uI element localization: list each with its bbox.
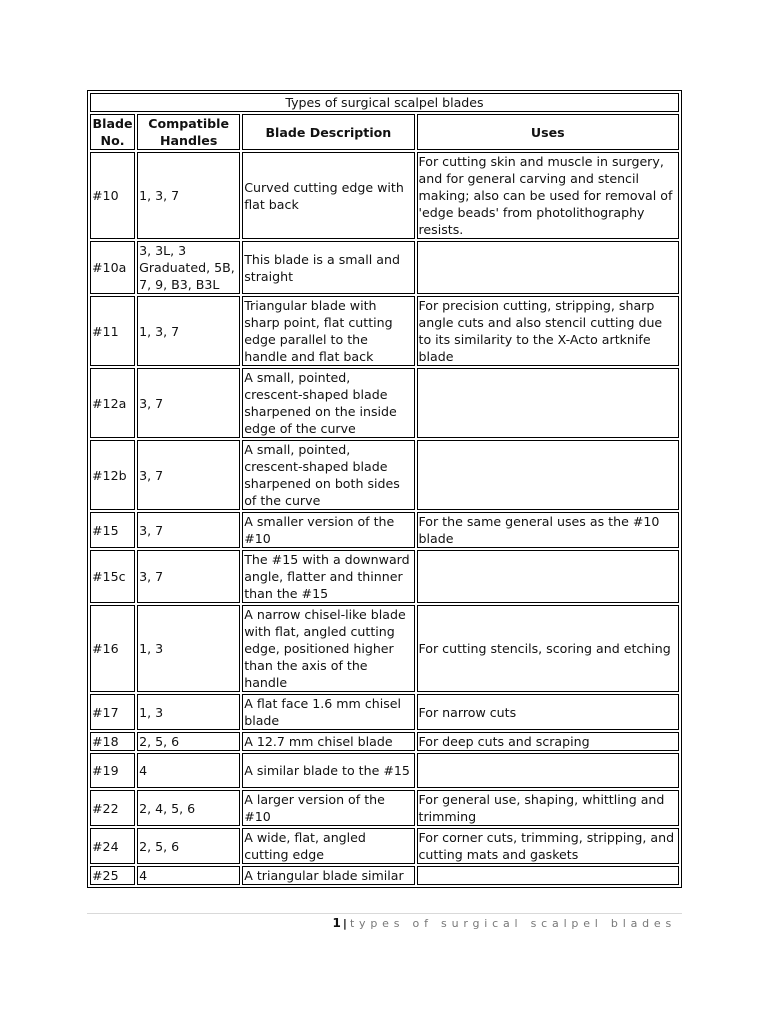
uses-cell: For precision cutting, stripping, sharp angle cuts and also stencil cutting due to its similarity to the X-Acto artknife blade (417, 296, 680, 366)
header-compatible-handles: Compatible Handles (137, 114, 240, 150)
table-title: Types of surgical scalpel blades (90, 93, 679, 112)
table-row (90, 753, 679, 788)
table-title-row (90, 93, 679, 112)
page-footer (333, 916, 676, 930)
handles-cell: 4 (137, 866, 240, 885)
uses-cell: For general use, shaping, whittling and trimming (417, 790, 680, 826)
table-row (90, 550, 679, 603)
uses-cell (417, 368, 680, 438)
handles-cell: 3, 7 (137, 512, 240, 548)
table-header-row (90, 114, 679, 150)
table-row (90, 296, 679, 366)
description-cell: This blade is a small and straight (242, 241, 414, 294)
uses-cell: For cutting skin and muscle in surgery, and for general carving and stencil making; also can be used for removal of 'edge beads' from photolithography resists. (417, 152, 680, 239)
header-blade-no: Blade No. (90, 114, 135, 150)
blade-number-cell: #15 (90, 512, 135, 548)
handles-cell: 2, 4, 5, 6 (137, 790, 240, 826)
scalpel-blades-table (87, 90, 682, 888)
description-cell: A 12.7 mm chisel blade (242, 732, 414, 751)
description-cell: A small, pointed, crescent-shaped blade sharpened on the inside edge of the curve (242, 368, 414, 438)
footer-running-title: types of surgical scalpel blades (349, 917, 676, 930)
table-row (90, 790, 679, 826)
table-row (90, 605, 679, 692)
uses-cell (417, 753, 680, 788)
blade-number-cell: #12a (90, 368, 135, 438)
blade-number-cell: #18 (90, 732, 135, 751)
blade-number-cell: #11 (90, 296, 135, 366)
blade-number-cell: #12b (90, 440, 135, 510)
table-row (90, 368, 679, 438)
description-cell: A smaller version of the #10 (242, 512, 414, 548)
description-cell: A wide, flat, angled cutting edge (242, 828, 414, 864)
handles-cell: 2, 5, 6 (137, 828, 240, 864)
handles-cell: 3, 7 (137, 368, 240, 438)
table-row (90, 694, 679, 730)
description-cell: A small, pointed, crescent-shaped blade sharpened on both sides of the curve (242, 440, 414, 510)
handles-cell: 4 (137, 753, 240, 788)
footer-divider (87, 913, 682, 914)
table-row (90, 732, 679, 751)
uses-cell (417, 241, 680, 294)
uses-cell (417, 866, 680, 885)
uses-cell (417, 440, 680, 510)
table-row (90, 828, 679, 864)
handles-cell: 2, 5, 6 (137, 732, 240, 751)
blade-number-cell: #16 (90, 605, 135, 692)
blade-number-cell: #22 (90, 790, 135, 826)
description-cell: A flat face 1.6 mm chisel blade (242, 694, 414, 730)
footer-separator: | (342, 917, 347, 930)
description-cell: A triangular blade similar (242, 866, 414, 885)
description-cell: The #15 with a downward angle, flatter and thinner than the #15 (242, 550, 414, 603)
header-uses: Uses (417, 114, 680, 150)
description-cell: A narrow chisel-like blade with flat, angled cutting edge, positioned higher than the axis of the handle (242, 605, 414, 692)
description-cell: Triangular blade with sharp point, flat cutting edge parallel to the handle and flat back (242, 296, 414, 366)
uses-cell: For the same general uses as the #10 blade (417, 512, 680, 548)
table-row (90, 866, 679, 885)
blade-number-cell: #17 (90, 694, 135, 730)
uses-cell: For corner cuts, trimming, stripping, and cutting mats and gaskets (417, 828, 680, 864)
handles-cell: 1, 3 (137, 694, 240, 730)
description-cell: Curved cutting edge with flat back (242, 152, 414, 239)
table-row (90, 152, 679, 239)
blade-number-cell: #24 (90, 828, 135, 864)
uses-cell: For deep cuts and scraping (417, 732, 680, 751)
blade-number-cell: #10 (90, 152, 135, 239)
blade-number-cell: #15c (90, 550, 135, 603)
blade-number-cell: #19 (90, 753, 135, 788)
blade-number-cell: #25 (90, 866, 135, 885)
uses-cell: For narrow cuts (417, 694, 680, 730)
description-cell: A larger version of the #10 (242, 790, 414, 826)
table-row (90, 440, 679, 510)
handles-cell: 1, 3, 7 (137, 296, 240, 366)
handles-cell: 1, 3, 7 (137, 152, 240, 239)
table-row (90, 512, 679, 548)
handles-cell: 1, 3 (137, 605, 240, 692)
blade-number-cell: #10a (90, 241, 135, 294)
handles-cell: 3, 7 (137, 440, 240, 510)
uses-cell: For cutting stencils, scoring and etching (417, 605, 680, 692)
uses-cell (417, 550, 680, 603)
table-row (90, 241, 679, 294)
description-cell: A similar blade to the #15 (242, 753, 414, 788)
header-blade-description: Blade Description (242, 114, 414, 150)
page-number: 1 (332, 916, 341, 930)
handles-cell: 3, 3L, 3 Graduated, 5B, 7, 9, B3, B3L (137, 241, 240, 294)
handles-cell: 3, 7 (137, 550, 240, 603)
